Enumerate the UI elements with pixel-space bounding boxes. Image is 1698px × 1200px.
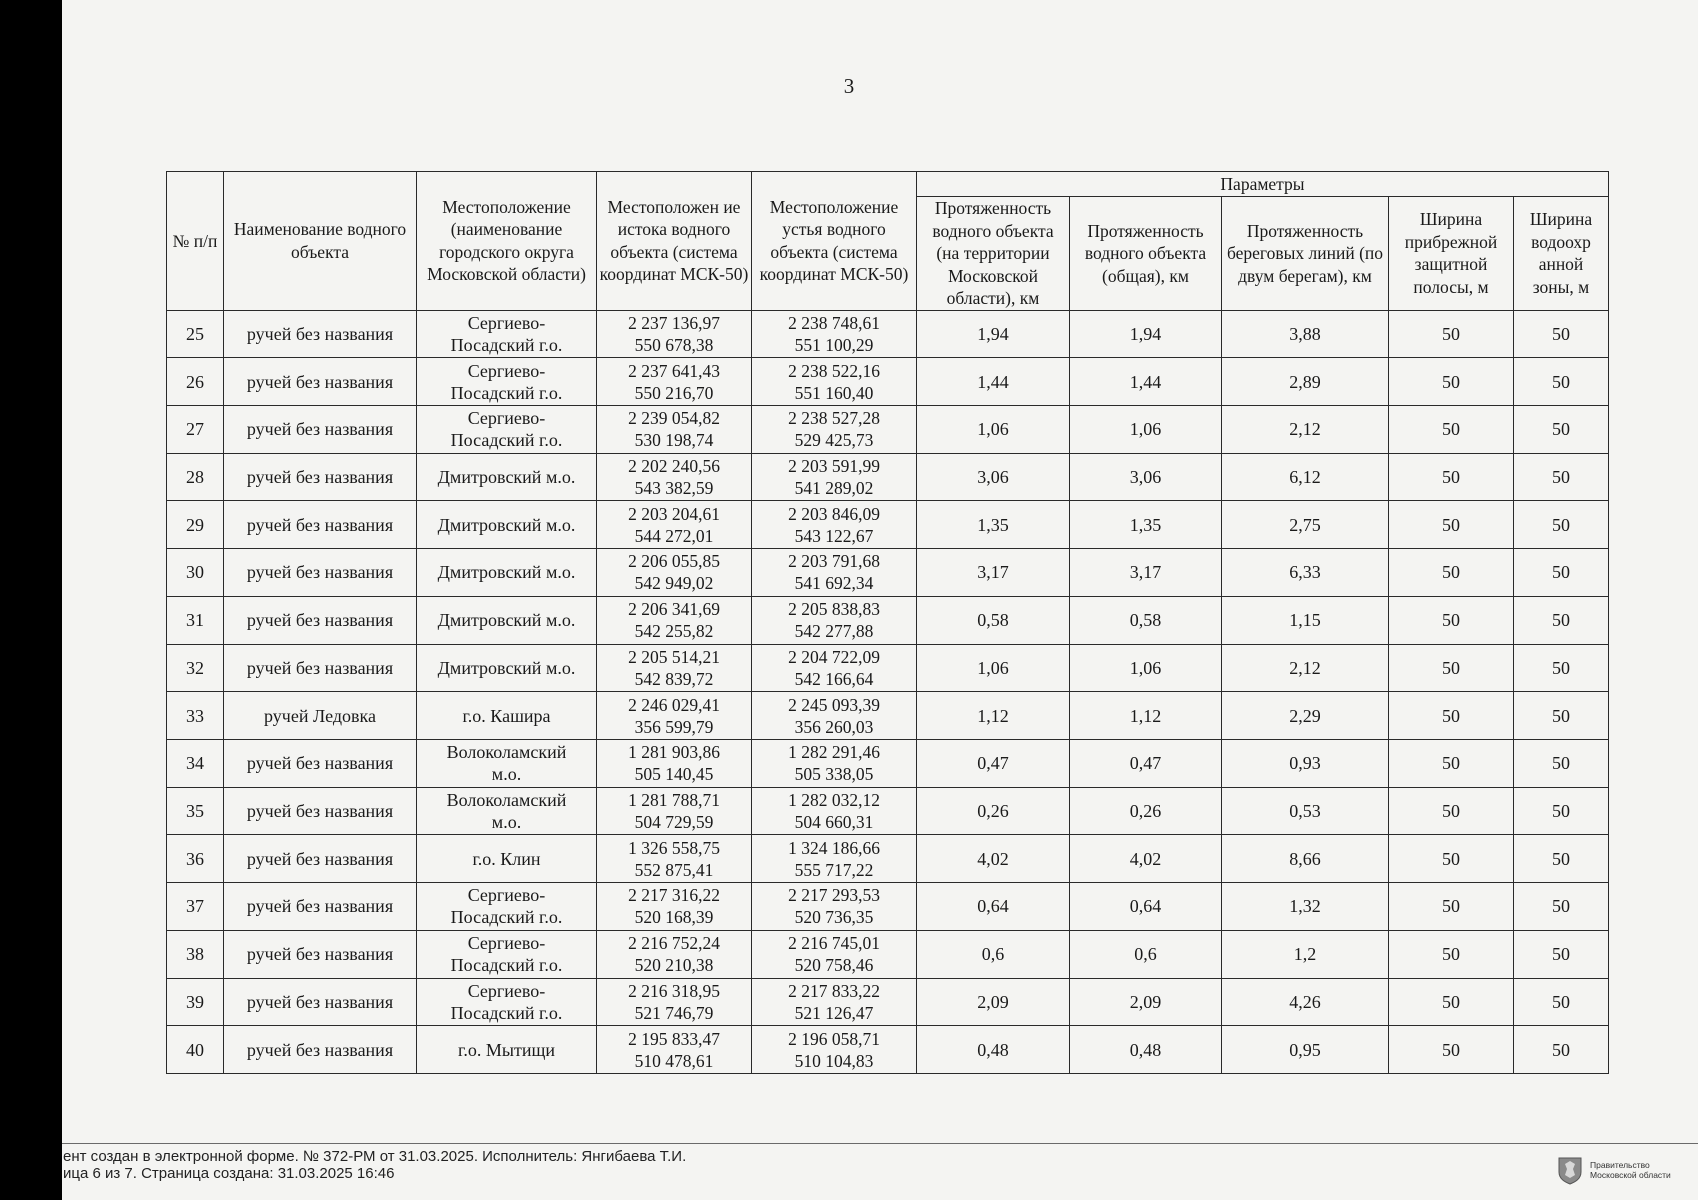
- cell-location: [417, 644, 597, 692]
- cell-shore-length: 1,32: [1222, 883, 1389, 931]
- cell-length-total: 1,12: [1070, 692, 1222, 740]
- cell-location: [417, 453, 597, 501]
- table-row: [167, 310, 1609, 358]
- cell-length-region: 0,47: [917, 739, 1070, 787]
- cell-name: ручей без названия: [224, 405, 417, 453]
- cell-location-line-2: Посадский г.о.: [450, 907, 563, 928]
- cell-mouth-coords-line-2: 529 425,73: [794, 430, 874, 451]
- cell-source-coords: [597, 835, 752, 883]
- cell-num: 33: [167, 692, 224, 740]
- cell-protection-zone: 50: [1514, 596, 1609, 644]
- cell-length-region: 1,06: [917, 644, 1070, 692]
- cell-protection-zone: 50: [1514, 453, 1609, 501]
- cell-source-coords-line-2: 510 478,61: [634, 1050, 714, 1071]
- footer-divider: [62, 1143, 1698, 1144]
- cell-length-region: 0,58: [917, 596, 1070, 644]
- cell-mouth-coords: [752, 787, 917, 835]
- cell-num: 37: [167, 883, 224, 931]
- cell-length-region: 1,44: [917, 358, 1070, 406]
- cell-source-coords: [597, 453, 752, 501]
- cell-mouth-coords-line-2: 541 692,34: [794, 573, 874, 594]
- cell-protection-zone: 50: [1514, 644, 1609, 692]
- cell-source-coords-line-1: 2 203 204,61: [628, 503, 720, 524]
- page-number: 3: [843, 74, 855, 98]
- cell-name: ручей без названия: [224, 930, 417, 978]
- logo-line-2: Московской области: [1590, 1170, 1671, 1180]
- cell-mouth-coords-line-1: 2 238 748,61: [788, 312, 880, 333]
- cell-coastal-strip: 50: [1389, 453, 1514, 501]
- cell-name: ручей без названия: [224, 596, 417, 644]
- cell-source-coords-line-1: 2 246 029,41: [628, 694, 720, 715]
- cell-source-coords-line-1: 2 237 136,97: [628, 312, 720, 333]
- cell-source-coords-line-2: 550 678,38: [634, 334, 714, 355]
- cell-num: 36: [167, 835, 224, 883]
- cell-length-total: 1,06: [1070, 405, 1222, 453]
- cell-length-total: 1,44: [1070, 358, 1222, 406]
- cell-location-line-1: Сергиево-: [467, 933, 546, 954]
- cell-coastal-strip: 50: [1389, 596, 1514, 644]
- cell-mouth-coords: [752, 310, 917, 358]
- cell-mouth-coords: [752, 930, 917, 978]
- cell-location-line-1: Дмитровский м.о.: [437, 610, 576, 631]
- cell-location: [417, 930, 597, 978]
- table-row: [167, 405, 1609, 453]
- cell-num: 25: [167, 310, 224, 358]
- cell-source-coords-line-1: 2 206 341,69: [628, 599, 720, 620]
- cell-shore-length: 1,2: [1222, 930, 1389, 978]
- cell-location: [417, 883, 597, 931]
- cell-length-region: 0,48: [917, 1026, 1070, 1074]
- cell-length-region: 0,6: [917, 930, 1070, 978]
- cell-source-coords-line-2: 521 746,79: [634, 1002, 714, 1023]
- header-length-total: Протяженность водного объекта (общая), км: [1070, 197, 1222, 311]
- cell-location: [417, 596, 597, 644]
- cell-source-coords-line-2: 505 140,45: [634, 764, 714, 785]
- cell-mouth-coords-line-1: 2 196 058,71: [788, 1028, 880, 1049]
- cell-mouth-coords-line-2: 520 758,46: [794, 955, 874, 976]
- cell-mouth-coords: [752, 405, 917, 453]
- coat-of-arms-icon: [1556, 1155, 1584, 1185]
- cell-mouth-coords-line-1: 2 238 522,16: [788, 360, 880, 381]
- cell-protection-zone: 50: [1514, 549, 1609, 597]
- cell-coastal-strip: 50: [1389, 549, 1514, 597]
- cell-length-region: 1,94: [917, 310, 1070, 358]
- cell-location-line-1: Волоколамский: [446, 790, 567, 811]
- cell-source-coords: [597, 405, 752, 453]
- cell-location-line-1: Дмитровский м.о.: [437, 514, 576, 535]
- cell-shore-length: 8,66: [1222, 835, 1389, 883]
- cell-mouth-coords-line-1: 2 203 791,68: [788, 551, 880, 572]
- cell-length-region: 4,02: [917, 835, 1070, 883]
- cell-source-coords: [597, 692, 752, 740]
- cell-num: 27: [167, 405, 224, 453]
- cell-source-coords: [597, 501, 752, 549]
- cell-num: 26: [167, 358, 224, 406]
- header-mouth: Местоположение устья водного объекта (система координат МСК-50): [752, 172, 917, 311]
- cell-length-total: 0,48: [1070, 1026, 1222, 1074]
- cell-source-coords: [597, 549, 752, 597]
- cell-mouth-coords-line-1: 2 238 527,28: [788, 408, 880, 429]
- cell-mouth-coords-line-2: 510 104,83: [794, 1050, 874, 1071]
- cell-source-coords-line-1: 1 281 903,86: [628, 742, 720, 763]
- cell-source-coords: [597, 310, 752, 358]
- cell-location-line-2: Посадский г.о.: [450, 1002, 563, 1023]
- cell-protection-zone: 50: [1514, 739, 1609, 787]
- cell-shore-length: 6,33: [1222, 549, 1389, 597]
- cell-location-line-1: Дмитровский м.о.: [437, 562, 576, 583]
- cell-location-line-1: Сергиево-: [467, 980, 546, 1001]
- cell-num: 38: [167, 930, 224, 978]
- cell-location: [417, 310, 597, 358]
- cell-mouth-coords: [752, 835, 917, 883]
- cell-mouth-coords-line-2: 543 122,67: [794, 525, 874, 546]
- cell-mouth-coords-line-2: 542 277,88: [794, 621, 874, 642]
- cell-source-coords: [597, 930, 752, 978]
- cell-source-coords-line-1: 2 202 240,56: [628, 456, 720, 477]
- cell-mouth-coords-line-2: 551 160,40: [794, 382, 874, 403]
- table-row: [167, 883, 1609, 931]
- cell-source-coords: [597, 739, 752, 787]
- cell-length-total: 3,17: [1070, 549, 1222, 597]
- logo-line-1: Правительство: [1590, 1160, 1650, 1170]
- footer-document-info: [63, 1148, 686, 1182]
- cell-protection-zone: 50: [1514, 358, 1609, 406]
- table-row: [167, 692, 1609, 740]
- cell-location-line-1: Дмитровский м.о.: [437, 657, 576, 678]
- cell-num: 32: [167, 644, 224, 692]
- table-row: [167, 978, 1609, 1026]
- cell-name: ручей без названия: [224, 739, 417, 787]
- cell-source-coords-line-2: 544 272,01: [634, 525, 714, 546]
- cell-coastal-strip: 50: [1389, 930, 1514, 978]
- cell-coastal-strip: 50: [1389, 310, 1514, 358]
- scan-left-edge: [0, 0, 62, 1200]
- cell-coastal-strip: 50: [1389, 1026, 1514, 1074]
- cell-mouth-coords: [752, 692, 917, 740]
- cell-mouth-coords-line-2: 520 736,35: [794, 907, 874, 928]
- cell-source-coords-line-1: 2 217 316,22: [628, 885, 720, 906]
- cell-mouth-coords-line-1: 1 282 291,46: [788, 742, 880, 763]
- cell-location: [417, 1026, 597, 1074]
- cell-length-region: 1,12: [917, 692, 1070, 740]
- cell-name: ручей без названия: [224, 501, 417, 549]
- cell-source-coords-line-2: 550 216,70: [634, 382, 714, 403]
- cell-num: 34: [167, 739, 224, 787]
- cell-location-line-1: Сергиево-: [467, 885, 546, 906]
- cell-mouth-coords-line-2: 555 717,22: [794, 859, 874, 880]
- cell-location-line-1: Сергиево-: [467, 408, 546, 429]
- cell-name: ручей без названия: [224, 453, 417, 501]
- cell-source-coords-line-2: 520 210,38: [634, 955, 714, 976]
- cell-location: [417, 501, 597, 549]
- cell-protection-zone: 50: [1514, 787, 1609, 835]
- cell-location-line-2: м.о.: [491, 764, 522, 785]
- cell-source-coords-line-1: 2 216 318,95: [628, 980, 720, 1001]
- cell-source-coords-line-2: 542 839,72: [634, 668, 714, 689]
- cell-source-coords-line-1: 2 216 752,24: [628, 933, 720, 954]
- water-objects-table: [166, 171, 1609, 1074]
- cell-num: 29: [167, 501, 224, 549]
- cell-shore-length: 2,29: [1222, 692, 1389, 740]
- header-location: Местоположение (наименование городского округа Московской области): [417, 172, 597, 311]
- cell-protection-zone: 50: [1514, 835, 1609, 883]
- cell-location: [417, 787, 597, 835]
- cell-num: 28: [167, 453, 224, 501]
- government-logo: [1556, 1152, 1698, 1188]
- cell-source-coords-line-2: 504 729,59: [634, 812, 714, 833]
- cell-num: 35: [167, 787, 224, 835]
- cell-source-coords-line-2: 530 198,74: [634, 430, 714, 451]
- cell-source-coords: [597, 978, 752, 1026]
- cell-shore-length: 2,89: [1222, 358, 1389, 406]
- cell-coastal-strip: 50: [1389, 358, 1514, 406]
- cell-location-line-1: г.о. Клин: [472, 848, 541, 869]
- cell-source-coords: [597, 883, 752, 931]
- cell-location: [417, 405, 597, 453]
- cell-location-line-1: Сергиево-: [467, 360, 546, 381]
- cell-location: [417, 978, 597, 1026]
- cell-location-line-2: Посадский г.о.: [450, 382, 563, 403]
- cell-location-line-1: г.о. Кашира: [462, 705, 551, 726]
- cell-shore-length: 2,12: [1222, 405, 1389, 453]
- cell-length-region: 3,06: [917, 453, 1070, 501]
- cell-mouth-coords: [752, 883, 917, 931]
- cell-source-coords-line-1: 2 239 054,82: [628, 408, 720, 429]
- cell-shore-length: 0,95: [1222, 1026, 1389, 1074]
- cell-length-region: 0,64: [917, 883, 1070, 931]
- cell-location-line-2: м.о.: [491, 812, 522, 833]
- cell-name: ручей без названия: [224, 835, 417, 883]
- cell-length-total: 3,06: [1070, 453, 1222, 501]
- cell-source-coords-line-2: 542 949,02: [634, 573, 714, 594]
- cell-source-coords-line-1: 1 281 788,71: [628, 790, 720, 811]
- cell-mouth-coords-line-1: 1 324 186,66: [788, 837, 880, 858]
- header-shore-length: Протяженность береговых линий (по двум берегам), км: [1222, 197, 1389, 311]
- header-coastal-strip: Ширина прибрежной защитной полосы, м: [1389, 197, 1514, 311]
- cell-shore-length: 2,75: [1222, 501, 1389, 549]
- cell-num: 39: [167, 978, 224, 1026]
- table-row: [167, 787, 1609, 835]
- cell-name: ручей без названия: [224, 358, 417, 406]
- cell-location-line-2: Посадский г.о.: [450, 955, 563, 976]
- cell-length-region: 1,06: [917, 405, 1070, 453]
- table-row: [167, 549, 1609, 597]
- cell-coastal-strip: 50: [1389, 835, 1514, 883]
- cell-coastal-strip: 50: [1389, 739, 1514, 787]
- cell-source-coords-line-2: 356 599,79: [634, 716, 714, 737]
- cell-num: 40: [167, 1026, 224, 1074]
- cell-name: ручей без названия: [224, 978, 417, 1026]
- cell-shore-length: 1,15: [1222, 596, 1389, 644]
- header-params: Параметры: [917, 172, 1609, 197]
- cell-mouth-coords-line-2: 505 338,05: [794, 764, 874, 785]
- cell-source-coords-line-1: 2 205 514,21: [628, 646, 720, 667]
- cell-mouth-coords-line-1: 1 282 032,12: [788, 790, 880, 811]
- cell-shore-length: 0,93: [1222, 739, 1389, 787]
- cell-mouth-coords: [752, 453, 917, 501]
- cell-source-coords-line-1: 2 206 055,85: [628, 551, 720, 572]
- table-row: [167, 501, 1609, 549]
- cell-coastal-strip: 50: [1389, 405, 1514, 453]
- cell-shore-length: 6,12: [1222, 453, 1389, 501]
- cell-location-line-1: г.о. Мытищи: [458, 1039, 555, 1060]
- cell-name: ручей без названия: [224, 1026, 417, 1074]
- cell-length-region: 1,35: [917, 501, 1070, 549]
- table-row: [167, 596, 1609, 644]
- cell-coastal-strip: 50: [1389, 501, 1514, 549]
- cell-source-coords-line-2: 543 382,59: [634, 478, 714, 499]
- cell-mouth-coords-line-2: 542 166,64: [794, 668, 874, 689]
- cell-mouth-coords-line-2: 521 126,47: [794, 1002, 874, 1023]
- table-row: [167, 1026, 1609, 1074]
- cell-length-total: 0,47: [1070, 739, 1222, 787]
- table-row: [167, 358, 1609, 406]
- cell-protection-zone: 50: [1514, 978, 1609, 1026]
- cell-coastal-strip: 50: [1389, 692, 1514, 740]
- cell-mouth-coords-line-2: 504 660,31: [794, 812, 874, 833]
- cell-source-coords-line-1: 2 195 833,47: [628, 1028, 720, 1049]
- table-row: [167, 739, 1609, 787]
- cell-source-coords: [597, 1026, 752, 1074]
- cell-mouth-coords-line-1: 2 245 093,39: [788, 694, 880, 715]
- table-row: [167, 835, 1609, 883]
- cell-length-total: 1,35: [1070, 501, 1222, 549]
- cell-num: 31: [167, 596, 224, 644]
- cell-mouth-coords: [752, 644, 917, 692]
- cell-source-coords: [597, 596, 752, 644]
- cell-source-coords-line-2: 542 255,82: [634, 621, 714, 642]
- cell-coastal-strip: 50: [1389, 978, 1514, 1026]
- cell-mouth-coords: [752, 1026, 917, 1074]
- cell-protection-zone: 50: [1514, 883, 1609, 931]
- cell-mouth-coords: [752, 501, 917, 549]
- cell-protection-zone: 50: [1514, 310, 1609, 358]
- cell-num: 30: [167, 549, 224, 597]
- cell-length-region: 3,17: [917, 549, 1070, 597]
- cell-length-total: 0,6: [1070, 930, 1222, 978]
- header-length-region: Протяженность водного объекта (на территории Московской области), км: [917, 197, 1070, 311]
- cell-length-total: 4,02: [1070, 835, 1222, 883]
- cell-name: ручей без названия: [224, 310, 417, 358]
- footer-line-2: ица 6 из 7. Страница создана: 31.03.2025 16:46: [63, 1165, 395, 1182]
- cell-location: [417, 549, 597, 597]
- cell-source-coords: [597, 787, 752, 835]
- cell-protection-zone: 50: [1514, 405, 1609, 453]
- cell-location-line-2: Посадский г.о.: [450, 430, 563, 451]
- cell-name: ручей без названия: [224, 787, 417, 835]
- cell-mouth-coords-line-1: 2 217 833,22: [788, 980, 880, 1001]
- cell-source-coords-line-1: 1 326 558,75: [628, 837, 720, 858]
- table-row: [167, 453, 1609, 501]
- cell-shore-length: 4,26: [1222, 978, 1389, 1026]
- cell-length-region: 0,26: [917, 787, 1070, 835]
- cell-mouth-coords: [752, 549, 917, 597]
- cell-name: ручей без названия: [224, 644, 417, 692]
- header-num: № п/п: [167, 172, 224, 311]
- cell-protection-zone: 50: [1514, 692, 1609, 740]
- cell-length-total: 1,94: [1070, 310, 1222, 358]
- cell-location: [417, 692, 597, 740]
- header-name: Наименование водного объекта: [224, 172, 417, 311]
- cell-source-coords: [597, 644, 752, 692]
- cell-shore-length: 0,53: [1222, 787, 1389, 835]
- cell-mouth-coords: [752, 739, 917, 787]
- header-protection-zone: Ширина водоохр анной зоны, м: [1514, 197, 1609, 311]
- cell-location-line-2: Посадский г.о.: [450, 334, 563, 355]
- cell-mouth-coords-line-1: 2 216 745,01: [788, 933, 880, 954]
- cell-location-line-1: Сергиево-: [467, 312, 546, 333]
- header-source: Местоположен ие истока водного объекта (система координат МСК-50): [597, 172, 752, 311]
- cell-location-line-1: Волоколамский: [446, 742, 567, 763]
- cell-mouth-coords-line-2: 356 260,03: [794, 716, 874, 737]
- cell-mouth-coords: [752, 358, 917, 406]
- cell-name: ручей без названия: [224, 883, 417, 931]
- cell-coastal-strip: 50: [1389, 787, 1514, 835]
- footer-line-1: ент создан в электронной форме. № 372-РМ от 31.03.2025. Исполнитель: Янгибаева Т.И.: [63, 1148, 687, 1165]
- table-row: [167, 930, 1609, 978]
- cell-shore-length: 2,12: [1222, 644, 1389, 692]
- cell-length-region: 2,09: [917, 978, 1070, 1026]
- cell-mouth-coords-line-1: 2 205 838,83: [788, 599, 880, 620]
- cell-mouth-coords: [752, 978, 917, 1026]
- cell-mouth-coords-line-1: 2 217 293,53: [788, 885, 880, 906]
- cell-protection-zone: 50: [1514, 1026, 1609, 1074]
- cell-length-total: 0,26: [1070, 787, 1222, 835]
- cell-protection-zone: 50: [1514, 930, 1609, 978]
- cell-length-total: 0,58: [1070, 596, 1222, 644]
- cell-mouth-coords-line-1: 2 203 591,99: [788, 456, 880, 477]
- cell-location: [417, 739, 597, 787]
- cell-source-coords-line-1: 2 237 641,43: [628, 360, 720, 381]
- cell-name: ручей без названия: [224, 549, 417, 597]
- cell-mouth-coords-line-1: 2 204 722,09: [788, 646, 880, 667]
- cell-length-total: 1,06: [1070, 644, 1222, 692]
- cell-coastal-strip: 50: [1389, 883, 1514, 931]
- cell-mouth-coords-line-1: 2 203 846,09: [788, 503, 880, 524]
- cell-protection-zone: 50: [1514, 501, 1609, 549]
- cell-shore-length: 3,88: [1222, 310, 1389, 358]
- table-row: [167, 644, 1609, 692]
- cell-location: [417, 358, 597, 406]
- cell-coastal-strip: 50: [1389, 644, 1514, 692]
- cell-location: [417, 835, 597, 883]
- cell-location-line-1: Дмитровский м.о.: [437, 467, 576, 488]
- cell-length-total: 2,09: [1070, 978, 1222, 1026]
- cell-length-total: 0,64: [1070, 883, 1222, 931]
- cell-mouth-coords-line-2: 551 100,29: [794, 334, 874, 355]
- cell-source-coords: [597, 358, 752, 406]
- cell-mouth-coords: [752, 596, 917, 644]
- cell-source-coords-line-2: 520 168,39: [634, 907, 714, 928]
- cell-name: ручей Ледовка: [224, 692, 417, 740]
- cell-source-coords-line-2: 552 875,41: [634, 859, 714, 880]
- cell-mouth-coords-line-2: 541 289,02: [794, 478, 874, 499]
